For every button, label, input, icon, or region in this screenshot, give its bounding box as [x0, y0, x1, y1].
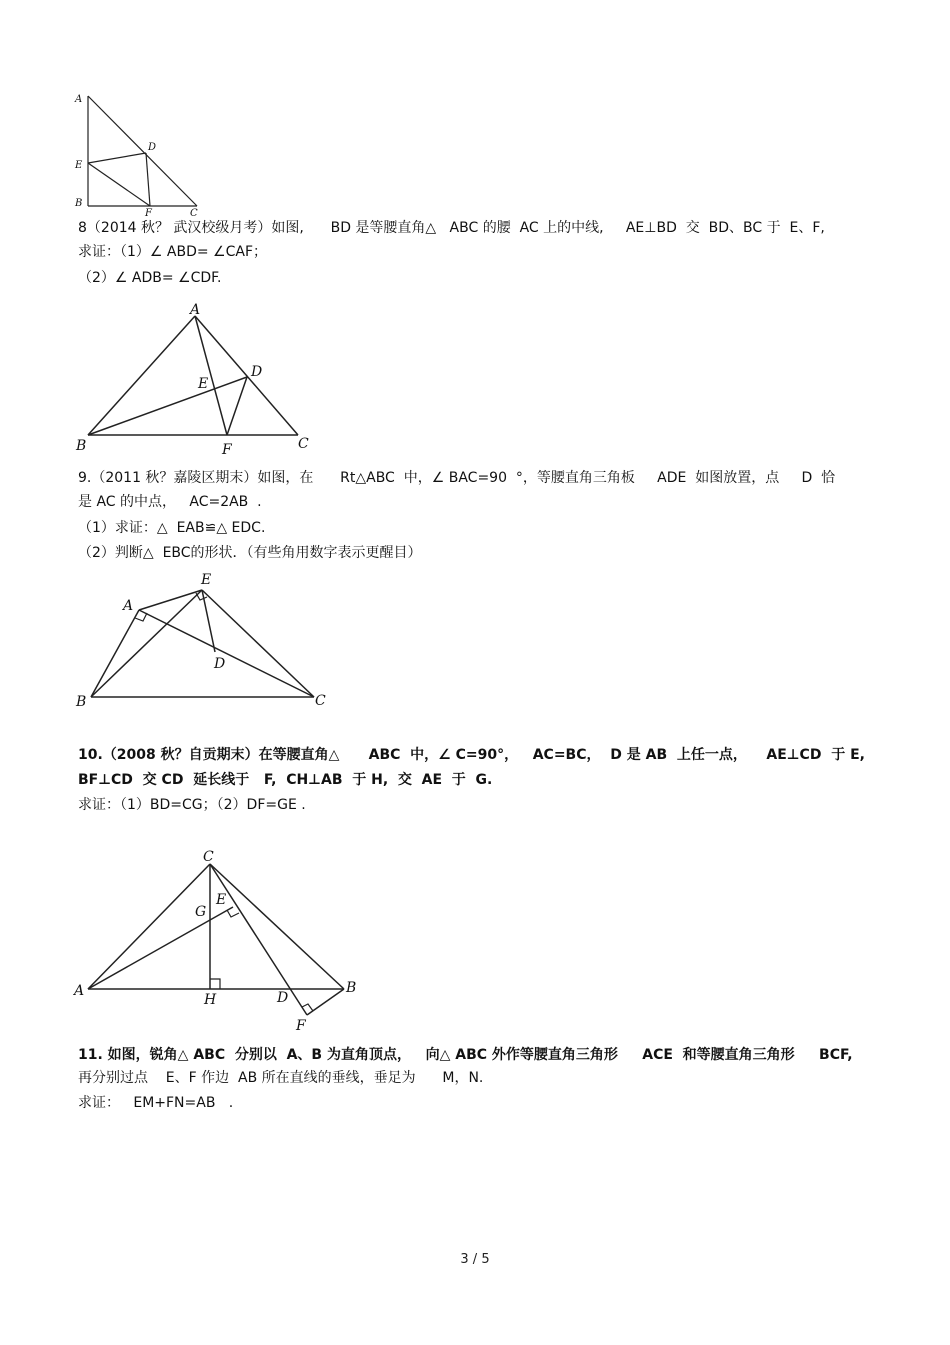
label-d: D	[214, 656, 226, 672]
right-angle-mark-e	[227, 910, 239, 917]
label-d: D	[277, 990, 289, 1006]
segment-df	[146, 153, 150, 206]
label-b: B	[76, 694, 87, 710]
problem9-line3: （1）求证：△ EAB≌△ EDC.	[78, 520, 266, 536]
problem10-line2: BF⊥CD 交 CD 延长线于 F, CH⊥AB 于 H, 交 AE 于 G.	[78, 772, 493, 788]
label-a: A	[123, 598, 134, 614]
label-d: D	[251, 364, 263, 380]
label-a: A	[75, 94, 83, 105]
figure-problem9	[70, 568, 340, 716]
problem10-line3: 求证：（1）BD=CG；（2）DF=GE .	[78, 797, 306, 813]
label-h: H	[204, 992, 217, 1008]
problem9-line4: （2）判断△ EBC的形状．（有些角用数字表示更醒目）	[78, 545, 422, 561]
figure-problem8	[70, 298, 320, 460]
problem9-line1: 9.（2011 秋？嘉陵区期末）如图，在 Rt△ABC 中，∠ BAC=90 °，等腰直角三角板 ADE 如图放置，点 D 恰	[78, 470, 836, 486]
problem8-line3: （2）∠ ADB= ∠CDF.	[78, 270, 222, 286]
segment-ab	[91, 610, 139, 697]
problem8-line1: 8（2014 秋？ 武汉校级月考）如图, BD 是等腰直角△ ABC 的腰 AC 上的中线, AE⊥BD 交 BD、BC 于 E、F,	[78, 220, 825, 236]
segment-cf	[210, 864, 307, 1015]
label-b: B	[346, 980, 357, 996]
segment-ae	[88, 907, 233, 989]
problem9-line2: 是 AC 的中点， AC=2AB .	[78, 494, 262, 510]
problem11-line3: 求证： EM+FN=AB .	[78, 1095, 234, 1111]
segment-ab	[88, 316, 195, 435]
label-b: B	[76, 438, 87, 454]
segment-ac	[88, 96, 197, 206]
label-f: F	[296, 1018, 306, 1034]
figure-problem10	[70, 842, 370, 1037]
label-f: F	[222, 442, 232, 458]
label-c: C	[315, 693, 326, 709]
label-b: B	[75, 198, 83, 209]
segment-eb	[91, 590, 202, 697]
segment-ed	[88, 153, 146, 163]
right-angle-mark-h	[210, 979, 220, 989]
label-e: E	[198, 376, 209, 392]
figure-problem7	[70, 88, 210, 218]
label-c: C	[190, 208, 198, 219]
segment-ac	[139, 610, 314, 697]
problem11-line2: 再分别过点 E、F 作边 AB 所在直线的垂线，垂足为 M，N.	[78, 1070, 484, 1086]
segment-df	[227, 377, 247, 435]
segment-ec	[202, 590, 314, 697]
label-a: A	[74, 983, 85, 999]
label-c: C	[203, 849, 214, 865]
label-e: E	[201, 572, 212, 588]
segment-bc	[210, 864, 344, 989]
segment-ac	[88, 864, 210, 989]
label-a: A	[190, 302, 201, 318]
segment-bd	[88, 377, 247, 435]
problem11-line1: 11. 如图，锐角△ ABC 分别以 A、B 为直角顶点， 向△ ABC 外作等腰直角三角形 ACE 和等腰直角三角形 BCF,	[78, 1047, 853, 1063]
problem8-line2: 求证：（1）∠ ABD= ∠CAF；	[78, 244, 268, 260]
segment-ef	[88, 163, 150, 206]
label-e: E	[75, 160, 83, 171]
label-d: D	[148, 142, 157, 153]
label-f: F	[145, 208, 152, 219]
label-e: E	[216, 892, 227, 908]
problem10-line1: 10.（2008 秋？自贡期末）在等腰直角△ ABC 中，∠ C=90°， AC=BC， D 是 AB 上任一点， AE⊥CD 于 E,	[78, 747, 865, 763]
label-c: C	[298, 436, 309, 452]
page-number: 3 / 5	[460, 1252, 490, 1267]
label-g: G	[195, 904, 207, 920]
